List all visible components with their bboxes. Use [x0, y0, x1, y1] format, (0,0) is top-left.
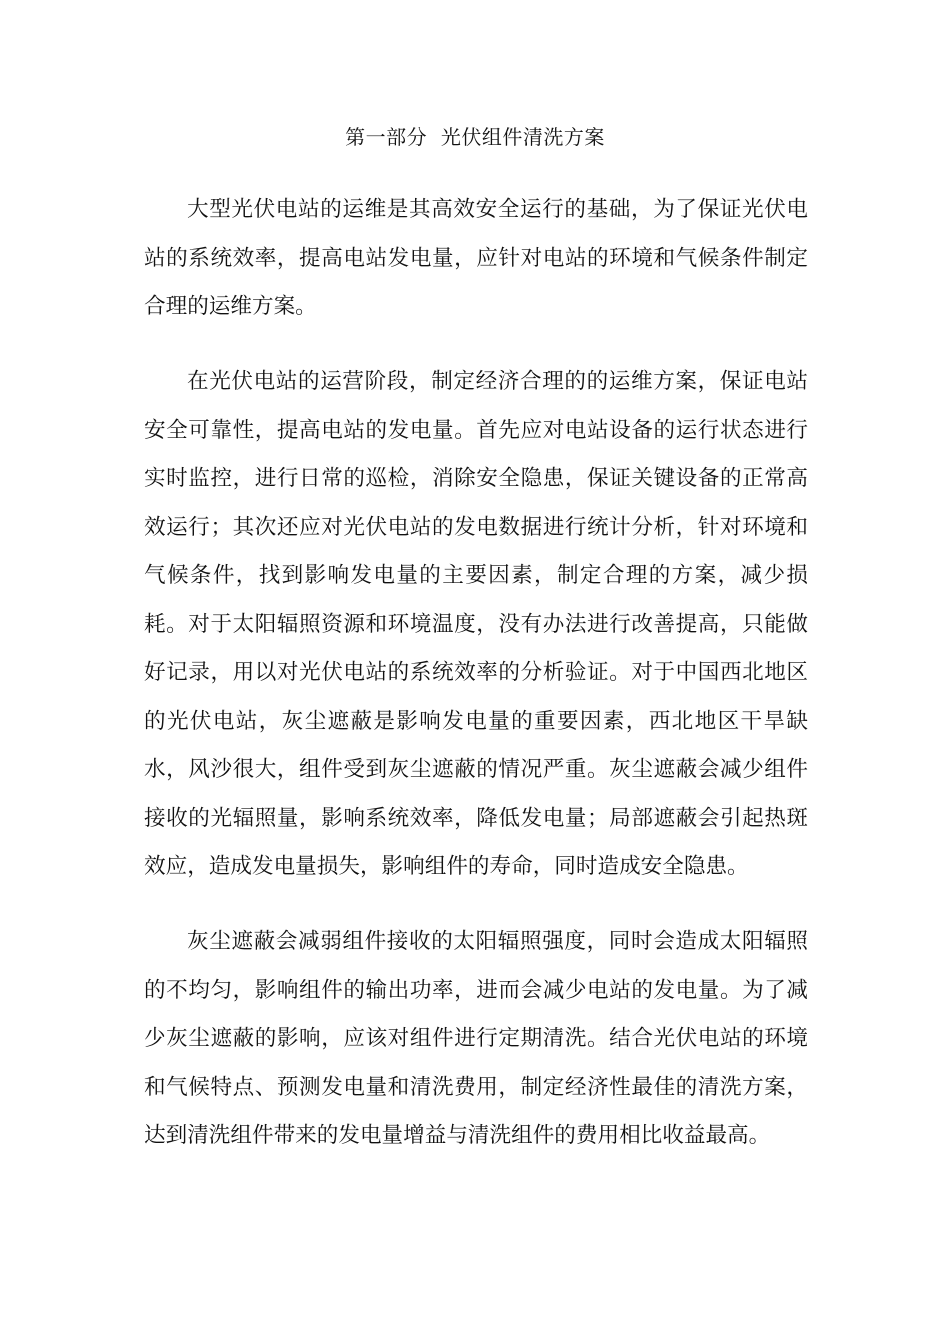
paragraph: 灰尘遮蔽会减弱组件接收的太阳辐照强度，同时会造成太阳辐照的不均匀，影响组件的输出功率，进而会减少电站的发电量。为了减少灰尘遮蔽的影响，应该对组件进行定期清洗。结合光伏电站的环境和气候特点、预测发电量和清洗费用，制定经济性最佳的清洗方案，达到清洗组件带来的发电量增益与清洗组件的费用相比收益最高。: [144, 929, 808, 1148]
paragraph: 在光伏电站的运营阶段，制定经济合理的的运维方案，保证电站安全可靠性，提高电站的发电量。首先应对电站设备的运行状态进行实时监控，进行日常的巡检，消除安全隐患，保证关键设备的正常高效运行；其次还应对光伏电站的发电数据进行统计分析，针对环境和气候条件，找到影响发电量的主要因素，制定合理的方案，减少损耗。对于太阳辐照资源和环境温度，没有办法进行改善提高，只能做好记录，用以对光伏电站的系统效率的分析验证。对于中国西北地区的光伏电站，灰尘遮蔽是影响发电量的重要因素，西北地区干旱缺水，风沙很大，组件受到灰尘遮蔽的情况严重。灰尘遮蔽会减少组件接收的光辐照量，影响系统效率，降低发电量；局部遮蔽会引起热斑效应，造成发电量损失，影响组件的寿命，同时造成安全隐患。: [144, 369, 808, 879]
section-title: 第一部分 光伏组件清洗方案: [345, 125, 605, 149]
paragraph: 大型光伏电站的运维是其高效安全运行的基础，为了保证光伏电站的系统效率，提高电站发电量，应针对电站的环境和气候条件制定合理的运维方案。: [144, 197, 808, 319]
